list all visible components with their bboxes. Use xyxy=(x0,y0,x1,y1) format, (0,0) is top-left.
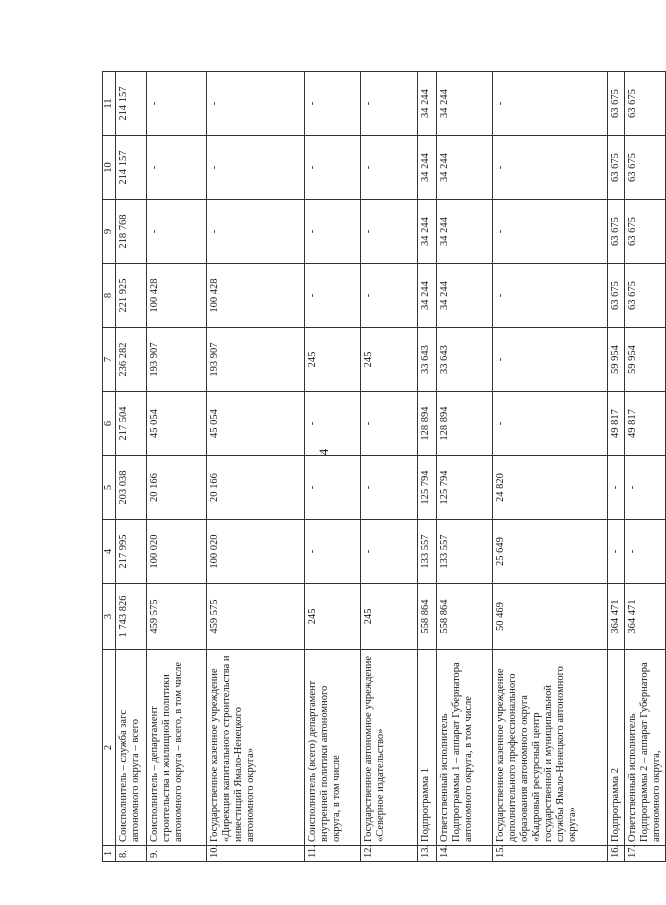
value-cell xyxy=(418,584,437,650)
value-text: 59 954 xyxy=(627,345,638,374)
value-text: 33 643 xyxy=(439,345,450,374)
value-text: 63 675 xyxy=(610,89,621,118)
value-cell xyxy=(361,72,418,136)
column-number-3: 3 xyxy=(103,584,116,650)
value-cell xyxy=(437,392,493,456)
column-number-11: 11 xyxy=(103,72,116,136)
value-cell xyxy=(305,200,361,264)
value-cell xyxy=(207,328,305,392)
value-cell xyxy=(437,456,493,520)
value-cell xyxy=(437,584,493,650)
value-text: 34 244 xyxy=(439,217,450,246)
value-text: 34 244 xyxy=(420,89,431,118)
value-text: - xyxy=(307,293,318,298)
value-cell xyxy=(437,200,493,264)
value-text: 34 244 xyxy=(420,217,431,246)
value-text: 203 038 xyxy=(118,470,129,505)
value-text: - xyxy=(627,485,638,490)
value-cell xyxy=(361,200,418,264)
table-row xyxy=(305,72,361,862)
value-text: 63 675 xyxy=(627,281,638,310)
value-cell xyxy=(437,520,493,584)
value-cell xyxy=(305,584,361,650)
value-text: - xyxy=(363,229,374,234)
value-cell xyxy=(305,392,361,456)
value-cell xyxy=(418,200,437,264)
row-number: 17. xyxy=(625,846,666,862)
value-cell xyxy=(147,200,207,264)
value-text: - xyxy=(495,293,506,298)
value-text: - xyxy=(307,549,318,554)
value-cell xyxy=(418,520,437,584)
value-cell xyxy=(608,136,625,200)
row-label: Соисполнитель – служба загс автономного округа – всего xyxy=(116,650,147,846)
row-number: 8. xyxy=(116,846,147,862)
value-cell xyxy=(418,392,437,456)
value-cell xyxy=(608,584,625,650)
value-cell xyxy=(147,264,207,328)
value-text: 34 244 xyxy=(439,281,450,310)
row-number: 14. xyxy=(437,846,493,862)
table-row xyxy=(608,72,625,862)
value-cell xyxy=(305,328,361,392)
row-number: 12. xyxy=(361,846,418,862)
value-text: 33 643 xyxy=(420,345,431,374)
value-text: - xyxy=(209,101,220,106)
value-text: - xyxy=(495,165,506,170)
row-label: Государственное автономное учреждение «Северное издательство» xyxy=(361,650,418,846)
value-cell xyxy=(207,392,305,456)
value-text: 125 794 xyxy=(420,470,431,505)
value-text: 217 504 xyxy=(118,406,129,441)
table-row xyxy=(437,72,493,862)
value-text: 364 471 xyxy=(627,599,638,634)
value-cell xyxy=(361,392,418,456)
value-cell xyxy=(305,264,361,328)
value-cell xyxy=(625,456,666,520)
value-cell xyxy=(361,520,418,584)
value-cell xyxy=(116,136,147,200)
value-text: 245 xyxy=(307,351,318,368)
value-cell xyxy=(437,136,493,200)
value-text: 100 020 xyxy=(209,534,220,569)
column-number-8: 8 xyxy=(103,264,116,328)
page-number: 4 xyxy=(316,448,331,456)
value-cell xyxy=(418,456,437,520)
value-text: 49 817 xyxy=(627,409,638,438)
table-row xyxy=(625,72,666,862)
value-cell xyxy=(361,328,418,392)
value-cell xyxy=(361,456,418,520)
value-text: 364 471 xyxy=(610,599,621,634)
value-text: - xyxy=(149,101,160,106)
value-text: 459 575 xyxy=(209,599,220,634)
value-cell xyxy=(305,136,361,200)
value-text: 128 894 xyxy=(439,406,450,441)
value-cell xyxy=(305,456,361,520)
value-text: 45 054 xyxy=(209,409,220,438)
column-number-4: 4 xyxy=(103,520,116,584)
table-row xyxy=(207,72,305,862)
value-cell xyxy=(361,584,418,650)
value-text: - xyxy=(363,549,374,554)
value-cell xyxy=(207,520,305,584)
value-cell xyxy=(625,584,666,650)
row-label: Государственное казенное учреждение дополнительного профессионального образования автономного округа «Кадровый ресурсный центр государственной и муниципальной службы Ямало-Ненецкого автономного округа» xyxy=(493,650,608,846)
value-cell xyxy=(608,328,625,392)
value-text: - xyxy=(495,101,506,106)
value-text: - xyxy=(307,421,318,426)
column-number-9: 9 xyxy=(103,200,116,264)
column-number-2: 2 xyxy=(103,650,116,846)
value-cell xyxy=(608,520,625,584)
budget-table xyxy=(102,71,666,862)
value-cell xyxy=(147,392,207,456)
value-text: - xyxy=(495,229,506,234)
value-cell xyxy=(437,72,493,136)
value-text: - xyxy=(363,421,374,426)
value-cell xyxy=(147,456,207,520)
value-text: 63 675 xyxy=(627,89,638,118)
value-text: - xyxy=(307,485,318,490)
value-cell xyxy=(418,328,437,392)
value-text: 133 557 xyxy=(420,534,431,569)
value-text: 245 xyxy=(363,608,374,625)
value-text: 214 157 xyxy=(118,86,129,121)
value-cell xyxy=(493,328,608,392)
value-text: 558 864 xyxy=(439,599,450,634)
table-body xyxy=(116,72,666,862)
value-text: - xyxy=(363,101,374,106)
value-text: 221 925 xyxy=(118,278,129,313)
value-cell xyxy=(493,200,608,264)
value-cell xyxy=(625,328,666,392)
row-number: 16. xyxy=(608,846,625,862)
value-cell xyxy=(147,328,207,392)
row-number: 15. xyxy=(493,846,608,862)
value-text: 100 428 xyxy=(149,278,160,313)
value-text: 50 469 xyxy=(495,602,506,631)
value-text: 133 557 xyxy=(439,534,450,569)
value-text: 63 675 xyxy=(610,153,621,182)
value-cell xyxy=(147,136,207,200)
value-cell xyxy=(147,72,207,136)
value-text: 1 743 826 xyxy=(118,595,129,638)
value-cell xyxy=(608,72,625,136)
value-cell xyxy=(207,584,305,650)
value-text: - xyxy=(363,485,374,490)
value-text: 25 649 xyxy=(495,537,506,566)
value-text: - xyxy=(209,165,220,170)
row-number: 13. xyxy=(418,846,437,862)
column-number-10: 10 xyxy=(103,136,116,200)
table-row xyxy=(147,72,207,862)
value-cell xyxy=(207,200,305,264)
value-text: 63 675 xyxy=(627,153,638,182)
value-cell xyxy=(305,520,361,584)
value-cell xyxy=(116,584,147,650)
value-text: 245 xyxy=(307,608,318,625)
value-cell xyxy=(493,136,608,200)
row-label: Подпрограмма 1 xyxy=(418,650,437,846)
row-label: Ответственный исполнитель Подпрограммы 1 – аппарат Губернатора автономного округа, в том числе xyxy=(437,650,493,846)
value-text: 24 820 xyxy=(495,473,506,502)
row-number: 10. xyxy=(207,846,305,862)
value-cell xyxy=(116,264,147,328)
value-cell xyxy=(147,584,207,650)
value-text: - xyxy=(149,229,160,234)
value-cell xyxy=(625,136,666,200)
value-text: - xyxy=(363,293,374,298)
value-text: 63 675 xyxy=(610,281,621,310)
value-cell xyxy=(361,264,418,328)
table-row xyxy=(361,72,418,862)
value-cell xyxy=(418,264,437,328)
value-cell xyxy=(116,72,147,136)
value-text: 100 428 xyxy=(209,278,220,313)
value-text: - xyxy=(307,101,318,106)
table-row xyxy=(116,72,147,862)
value-cell xyxy=(207,72,305,136)
value-text: 218 768 xyxy=(118,214,129,249)
value-cell xyxy=(207,264,305,328)
value-text: 34 244 xyxy=(439,89,450,118)
value-text: 34 244 xyxy=(439,153,450,182)
column-number-1: 1 xyxy=(103,846,116,862)
value-cell xyxy=(625,392,666,456)
value-text: 34 244 xyxy=(420,281,431,310)
value-text: - xyxy=(495,357,506,362)
value-cell xyxy=(493,584,608,650)
value-text: - xyxy=(610,485,621,490)
value-cell xyxy=(116,520,147,584)
value-cell xyxy=(116,328,147,392)
row-label: Ответственный исполнитель Подпрограммы 2 – аппарат Губернатора автономного округа, xyxy=(625,650,666,846)
row-number: 11. xyxy=(305,846,361,862)
value-cell xyxy=(116,456,147,520)
value-text: 245 xyxy=(363,351,374,368)
value-cell xyxy=(207,136,305,200)
value-text: - xyxy=(363,165,374,170)
column-number-6: 6 xyxy=(103,392,116,456)
value-text: 45 054 xyxy=(149,409,160,438)
value-text: 49 817 xyxy=(610,409,621,438)
row-label: Государственное казенное учреждение «Дирекция капитального строительства и инвестиций Ямало-Ненецкого автономного округа» xyxy=(207,650,305,846)
value-text: 59 954 xyxy=(610,345,621,374)
column-number-5: 5 xyxy=(103,456,116,520)
column-number-7: 7 xyxy=(103,328,116,392)
table-row xyxy=(493,72,608,862)
rotated-page xyxy=(102,72,662,862)
value-cell xyxy=(608,200,625,264)
value-text: - xyxy=(149,165,160,170)
value-cell xyxy=(493,264,608,328)
value-cell xyxy=(418,72,437,136)
value-text: 100 020 xyxy=(149,534,160,569)
value-text: 63 675 xyxy=(627,217,638,246)
value-cell xyxy=(493,456,608,520)
value-text: 128 894 xyxy=(420,406,431,441)
value-text: 20 166 xyxy=(149,473,160,502)
value-text: - xyxy=(307,165,318,170)
value-text: 193 907 xyxy=(209,342,220,377)
value-cell xyxy=(493,520,608,584)
value-text: - xyxy=(209,229,220,234)
value-cell xyxy=(625,200,666,264)
value-cell xyxy=(608,392,625,456)
value-text: 236 282 xyxy=(118,342,129,377)
value-text: 63 675 xyxy=(610,217,621,246)
value-text: 34 244 xyxy=(420,153,431,182)
value-text: 558 864 xyxy=(420,599,431,634)
value-cell xyxy=(207,456,305,520)
value-text: - xyxy=(627,549,638,554)
value-cell xyxy=(625,520,666,584)
value-cell xyxy=(625,72,666,136)
value-cell xyxy=(361,136,418,200)
value-cell xyxy=(625,264,666,328)
value-cell xyxy=(305,72,361,136)
value-text: - xyxy=(610,549,621,554)
row-number: 9. xyxy=(147,846,207,862)
value-cell xyxy=(493,392,608,456)
value-cell xyxy=(437,328,493,392)
value-cell xyxy=(116,200,147,264)
value-cell xyxy=(116,392,147,456)
value-cell xyxy=(437,264,493,328)
value-cell xyxy=(608,456,625,520)
row-label: Подпрограмма 2 xyxy=(608,650,625,846)
value-text: 125 794 xyxy=(439,470,450,505)
value-text: - xyxy=(495,421,506,426)
value-cell xyxy=(493,72,608,136)
value-text: 217 995 xyxy=(118,534,129,569)
value-text: 214 157 xyxy=(118,150,129,185)
value-text: 193 907 xyxy=(149,342,160,377)
row-label: Соисполнитель (всего) департамент внутренней политики автономного округа, в том числе xyxy=(305,650,361,846)
table-row xyxy=(418,72,437,862)
column-number-row xyxy=(103,72,116,862)
value-cell xyxy=(147,520,207,584)
row-label: Соисполнитель – департамент строительства и жилищной политики автономного округа – всего, в том числе xyxy=(147,650,207,846)
value-cell xyxy=(418,136,437,200)
value-text: 20 166 xyxy=(209,473,220,502)
value-text: - xyxy=(307,229,318,234)
value-cell xyxy=(608,264,625,328)
value-text: 459 575 xyxy=(149,599,160,634)
